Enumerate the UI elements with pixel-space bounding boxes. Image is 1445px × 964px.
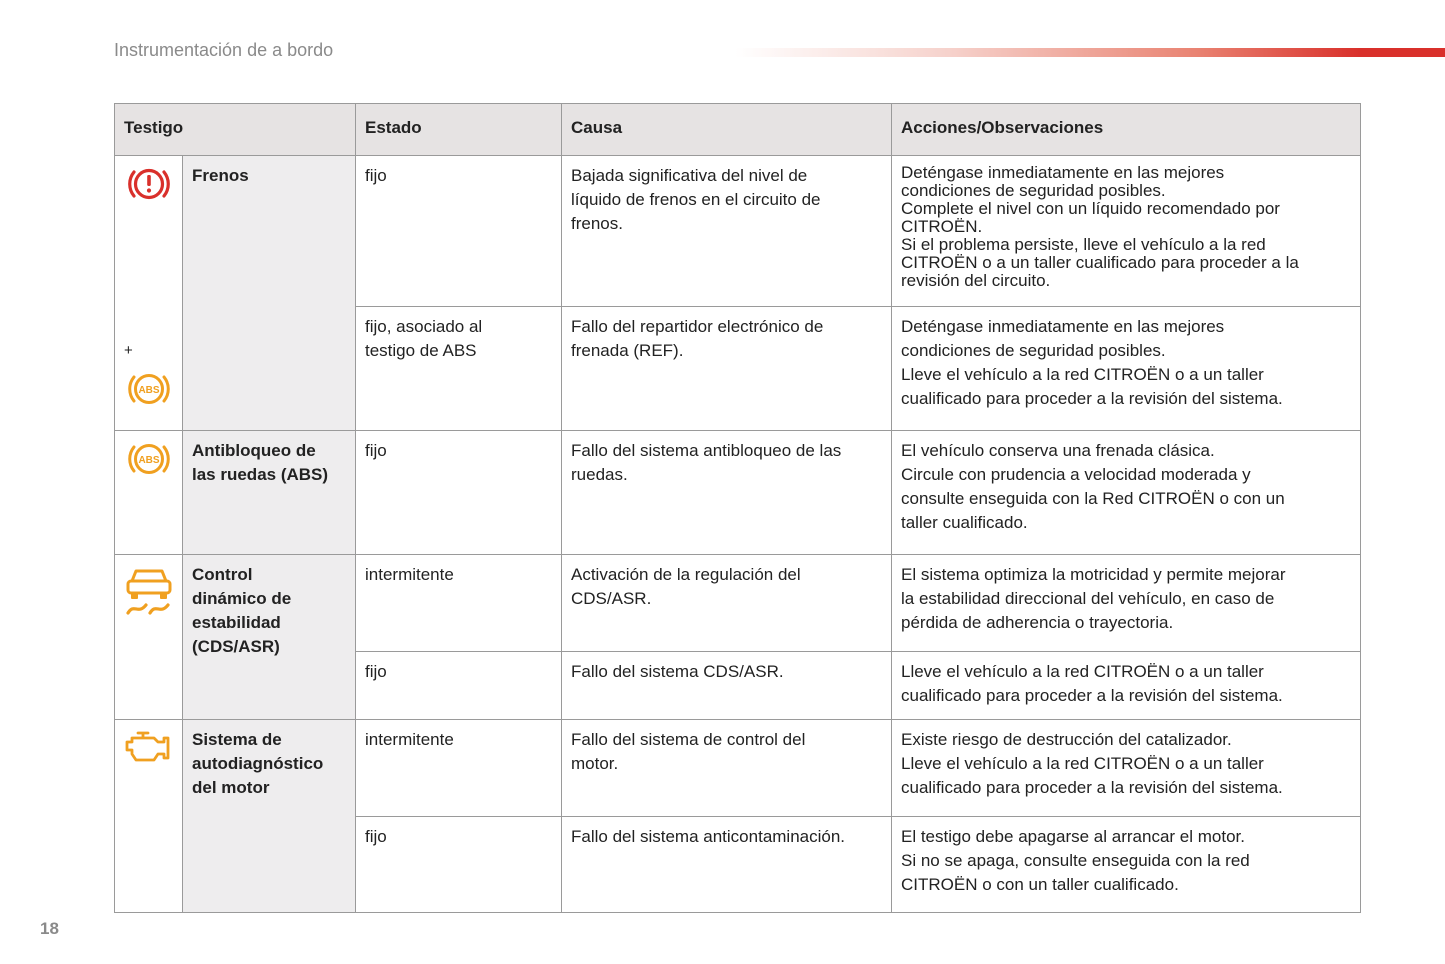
text-line: Lleve el vehículo a la red CITROËN o a un taller bbox=[901, 365, 1264, 384]
text-line: CDS/ASR. bbox=[571, 589, 652, 608]
abs-icon-cell bbox=[115, 431, 183, 555]
abs-icon-label: ABS bbox=[137, 455, 160, 466]
text-line: Fallo del sistema CDS/ASR. bbox=[571, 662, 784, 681]
cds-estado-1: intermitente bbox=[356, 555, 562, 652]
text-line: Fallo del sistema antibloqueo de las bbox=[571, 441, 842, 460]
text-line: Circule con prudencia a velocidad moderada y bbox=[901, 465, 1251, 484]
text-line: del motor bbox=[192, 778, 270, 797]
frenos-name: Frenos bbox=[183, 156, 356, 431]
stability-control-icon bbox=[124, 563, 174, 617]
cds-estado-2: fijo bbox=[356, 652, 562, 720]
abs-acciones bbox=[892, 431, 1361, 555]
cds-causa-1 bbox=[562, 555, 892, 652]
table-header-row bbox=[115, 104, 1361, 156]
text-line: fijo, asociado al bbox=[365, 317, 483, 336]
motor-acciones-2 bbox=[892, 817, 1361, 913]
brake-warning-icon bbox=[125, 164, 173, 204]
motor-acciones-1 bbox=[892, 720, 1361, 817]
abs-name bbox=[183, 431, 356, 555]
text-line: Si no se apaga, consulte enseguida con la red bbox=[901, 851, 1250, 870]
text-line: Lleve el vehículo a la red CITROËN o a un taller bbox=[901, 662, 1264, 681]
abs-warning-icon bbox=[125, 369, 173, 409]
engine-check-icon bbox=[124, 728, 174, 766]
text-line: Fallo del sistema de control del bbox=[571, 730, 806, 749]
text-line: frenos. bbox=[571, 214, 623, 233]
text-line: motor. bbox=[571, 754, 619, 773]
text-line: Antibloqueo de bbox=[192, 441, 316, 460]
frenos-acciones-2 bbox=[892, 307, 1361, 431]
text-line: CITROËN. bbox=[901, 217, 983, 236]
column-header-testigo: Testigo bbox=[115, 104, 356, 156]
text-line: taller cualificado. bbox=[901, 513, 1028, 532]
abs-causa bbox=[562, 431, 892, 555]
text-line: cualificado para proceder a la revisión del sistema. bbox=[901, 389, 1283, 408]
text-line: la estabilidad direccional del vehículo, en caso de bbox=[901, 589, 1275, 608]
cds-acciones-2 bbox=[892, 652, 1361, 720]
motor-causa-1 bbox=[562, 720, 892, 817]
motor-estado-1: intermitente bbox=[356, 720, 562, 817]
text-line: Control bbox=[192, 565, 253, 584]
text-line: revisión del circuito. bbox=[901, 271, 1051, 290]
text-line: consulte enseguida con la Red CITROËN o con un bbox=[901, 489, 1285, 508]
frenos-estado-2 bbox=[356, 307, 562, 431]
text-line: Deténgase inmediatamente en las mejores bbox=[901, 317, 1225, 336]
text-line: cualificado para proceder a la revisión del sistema. bbox=[901, 778, 1283, 797]
text-line: las ruedas (ABS) bbox=[192, 465, 329, 484]
text-line: CITROËN o con un taller cualificado. bbox=[901, 875, 1179, 894]
text-line: Existe riesgo de destrucción del catalizador. bbox=[901, 730, 1232, 749]
table-row bbox=[115, 720, 1361, 817]
plus-sign: + bbox=[124, 342, 133, 359]
text-line: condiciones de seguridad posibles. bbox=[901, 181, 1166, 200]
text-line: Activación de la regulación del bbox=[571, 565, 801, 584]
frenos-estado-1: fijo bbox=[356, 156, 562, 307]
abs-estado: fijo bbox=[356, 431, 562, 555]
text-line: Complete el nivel con un líquido recomendado por bbox=[901, 199, 1280, 218]
section-title: Instrumentación de a bordo bbox=[114, 40, 334, 60]
motor-name bbox=[183, 720, 356, 913]
text-line: Sistema de bbox=[192, 730, 282, 749]
frenos-icon-cell bbox=[115, 156, 183, 431]
abs-warning-icon bbox=[125, 439, 173, 479]
cds-name bbox=[183, 555, 356, 720]
column-header-acciones: Acciones/Observaciones bbox=[892, 104, 1361, 156]
frenos-causa-2 bbox=[562, 307, 892, 431]
text-line: cualificado para proceder a la revisión del sistema. bbox=[901, 686, 1283, 705]
text-line: autodiagnóstico bbox=[192, 754, 324, 773]
text-line: Bajada significativa del nivel de bbox=[571, 166, 808, 185]
text-line: ruedas. bbox=[571, 465, 628, 484]
text-line: testigo de ABS bbox=[365, 341, 477, 360]
text-line: condiciones de seguridad posibles. bbox=[901, 341, 1166, 360]
motor-estado-2: fijo bbox=[356, 817, 562, 913]
table-row bbox=[115, 156, 1361, 307]
text-line: dinámico de bbox=[192, 589, 292, 608]
cds-icon-cell bbox=[115, 555, 183, 720]
text-line: El testigo debe apagarse al arrancar el motor. bbox=[901, 827, 1245, 846]
text-line: Deténgase inmediatamente en las mejores bbox=[901, 163, 1225, 182]
text-line: CITROËN o a un taller cualificado para proceder a la bbox=[901, 253, 1299, 272]
header-accent-bar bbox=[735, 48, 1445, 57]
motor-icon-cell bbox=[115, 720, 183, 913]
page-number: 18 bbox=[40, 919, 59, 938]
text-line: Fallo del sistema anticontaminación. bbox=[571, 827, 846, 846]
text-line: frenada (REF). bbox=[571, 341, 684, 360]
frenos-causa-1 bbox=[562, 156, 892, 307]
table-row bbox=[115, 555, 1361, 652]
text-line: El vehículo conserva una frenada clásica. bbox=[901, 441, 1215, 460]
cds-causa-2 bbox=[562, 652, 892, 720]
text-line: pérdida de adherencia o trayectoria. bbox=[901, 613, 1174, 632]
text-line: Fallo del repartidor electrónico de bbox=[571, 317, 824, 336]
text-line: Lleve el vehículo a la red CITROËN o a un taller bbox=[901, 754, 1264, 773]
abs-icon-label: ABS bbox=[137, 385, 160, 396]
column-header-causa: Causa bbox=[562, 104, 892, 156]
text-line: estabilidad bbox=[192, 613, 281, 632]
text-line: Si el problema persiste, lleve el vehículo a la red bbox=[901, 235, 1266, 254]
cds-acciones-1 bbox=[892, 555, 1361, 652]
text-line: líquido de frenos en el circuito de bbox=[571, 190, 821, 209]
warning-lights-table bbox=[114, 103, 1361, 913]
column-header-estado: Estado bbox=[356, 104, 562, 156]
motor-causa-2 bbox=[562, 817, 892, 913]
frenos-acciones-1 bbox=[892, 156, 1361, 307]
text-line: El sistema optimiza la motricidad y permite mejorar bbox=[901, 565, 1286, 584]
table-row bbox=[115, 431, 1361, 555]
text-line: (CDS/ASR) bbox=[192, 637, 280, 656]
